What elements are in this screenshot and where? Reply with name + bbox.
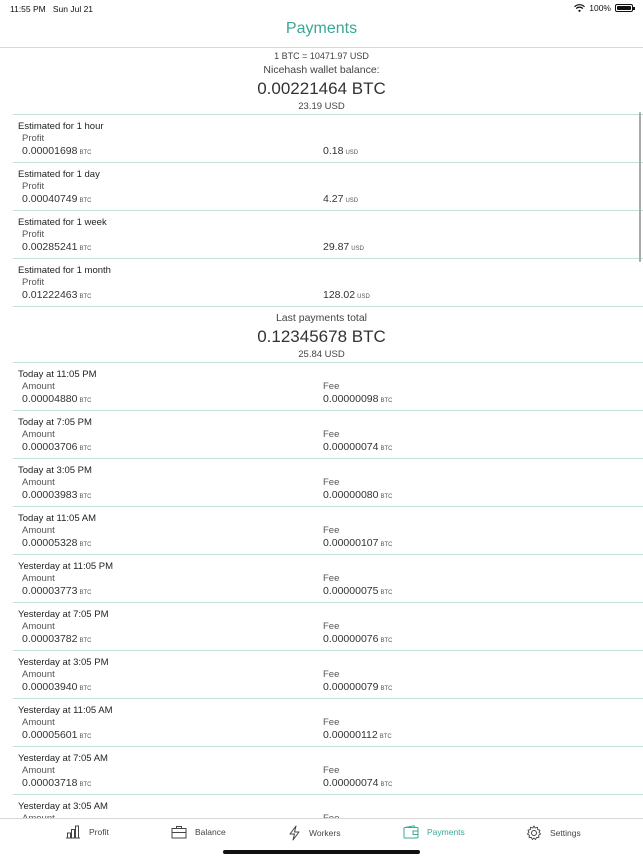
payment-fee: 0.00000074 bbox=[323, 441, 379, 453]
estimates-list bbox=[0, 114, 643, 306]
wallet-balance-label: Nicehash wallet balance: bbox=[263, 64, 380, 76]
payment-amount-value bbox=[22, 585, 91, 597]
estimate-usd-value bbox=[323, 241, 364, 253]
wifi-icon bbox=[574, 4, 585, 12]
estimate-row[interactable] bbox=[0, 211, 643, 258]
payment-amount-label: Amount bbox=[22, 381, 55, 392]
payment-row[interactable] bbox=[0, 555, 643, 602]
payment-amount-value bbox=[22, 729, 91, 741]
payment-fee: 0.00000107 bbox=[323, 537, 379, 549]
payment-time: Yesterday at 11:05 PM bbox=[18, 561, 114, 572]
payment-time: Yesterday at 7:05 PM bbox=[18, 609, 109, 620]
btc-unit: BTC bbox=[380, 686, 393, 692]
payment-row[interactable] bbox=[0, 747, 643, 794]
btc-unit: BTC bbox=[79, 542, 92, 548]
payment-row[interactable] bbox=[0, 411, 643, 458]
gear-icon bbox=[526, 825, 542, 841]
payments-list bbox=[0, 362, 643, 842]
tab-balance[interactable] bbox=[171, 825, 226, 839]
payment-fee: 0.00000080 bbox=[323, 489, 379, 501]
payment-fee-label: Fee bbox=[323, 381, 340, 392]
estimate-btc-value bbox=[22, 241, 91, 253]
payment-amount-label: Amount bbox=[22, 765, 55, 776]
btc-unit: BTC bbox=[79, 590, 92, 596]
payment-row[interactable] bbox=[0, 651, 643, 698]
payment-amount: 0.00003706 bbox=[22, 441, 78, 453]
payment-time: Today at 11:05 AM bbox=[18, 513, 96, 524]
btc-unit: BTC bbox=[380, 446, 393, 452]
estimate-btc-amount: 0.00040749 bbox=[22, 193, 78, 205]
estimate-usd-value bbox=[323, 193, 358, 205]
payment-row[interactable] bbox=[0, 507, 643, 554]
btc-unit: BTC bbox=[79, 294, 92, 300]
payment-amount-value bbox=[22, 537, 91, 549]
estimate-title: Estimated for 1 hour bbox=[18, 121, 104, 132]
usd-unit: USD bbox=[345, 198, 359, 204]
estimate-row[interactable] bbox=[0, 115, 643, 162]
payment-time: Today at 3:05 PM bbox=[18, 465, 92, 476]
status-time-date bbox=[10, 4, 93, 14]
btc-unit: BTC bbox=[79, 686, 92, 692]
payment-fee: 0.00000098 bbox=[323, 393, 379, 405]
estimate-profit-label: Profit bbox=[22, 133, 45, 144]
estimate-usd-amount: 128.02 bbox=[323, 289, 356, 301]
wallet-balance-btc: 0.00221464 BTC bbox=[257, 79, 386, 98]
payment-amount-value bbox=[22, 393, 91, 405]
btc-unit: BTC bbox=[79, 246, 92, 252]
payment-time: Yesterday at 3:05 AM bbox=[18, 801, 108, 812]
payment-amount-label: Amount bbox=[22, 717, 55, 728]
status-date: Sun Jul 21 bbox=[52, 4, 94, 14]
payment-amount-label: Amount bbox=[22, 621, 55, 632]
payment-fee-label: Fee bbox=[323, 477, 340, 488]
btc-unit: BTC bbox=[380, 542, 393, 548]
estimate-usd-value bbox=[323, 289, 370, 301]
estimate-btc-amount: 0.00285241 bbox=[22, 241, 78, 253]
payment-time: Yesterday at 3:05 PM bbox=[18, 657, 109, 668]
payment-fee-value bbox=[323, 585, 392, 597]
estimate-row[interactable] bbox=[0, 259, 643, 306]
tab-workers[interactable] bbox=[288, 825, 341, 841]
payment-amount: 0.00005601 bbox=[22, 729, 78, 741]
payment-row[interactable] bbox=[0, 363, 643, 410]
btc-unit: BTC bbox=[79, 446, 92, 452]
payment-amount: 0.00005328 bbox=[22, 537, 78, 549]
tab-balance-label: Balance bbox=[195, 827, 226, 837]
payment-fee-value bbox=[323, 393, 392, 405]
payment-fee: 0.00000112 bbox=[323, 729, 378, 741]
estimate-title: Estimated for 1 week bbox=[18, 217, 107, 228]
payment-time: Yesterday at 7:05 AM bbox=[18, 753, 108, 764]
home-indicator[interactable] bbox=[223, 850, 420, 854]
battery-percent: 100% bbox=[589, 3, 611, 13]
estimate-usd-amount: 4.27 bbox=[323, 193, 344, 205]
payment-fee-value bbox=[323, 537, 392, 549]
payment-fee-label: Fee bbox=[323, 573, 340, 584]
payment-fee-label: Fee bbox=[323, 765, 340, 776]
estimate-title: Estimated for 1 month bbox=[18, 265, 111, 276]
payment-amount: 0.00003782 bbox=[22, 633, 78, 645]
estimate-profit-label: Profit bbox=[22, 181, 45, 192]
tab-payments[interactable] bbox=[403, 825, 465, 839]
payment-row[interactable] bbox=[0, 699, 643, 746]
btc-unit: BTC bbox=[79, 638, 92, 644]
estimate-btc-amount: 0.00001698 bbox=[22, 145, 78, 157]
payments-total-label: Last payments total bbox=[275, 312, 368, 324]
payment-fee-value bbox=[323, 729, 392, 741]
payment-amount-label: Amount bbox=[22, 573, 55, 584]
estimate-row[interactable] bbox=[0, 163, 643, 210]
btc-unit: BTC bbox=[380, 590, 393, 596]
payment-time: Yesterday at 11:05 AM bbox=[18, 705, 113, 716]
estimate-usd-value bbox=[323, 145, 358, 157]
payment-row[interactable] bbox=[0, 459, 643, 506]
payments-total-btc: 0.12345678 BTC bbox=[257, 327, 386, 346]
estimate-btc-value bbox=[22, 145, 91, 157]
battery-icon bbox=[615, 4, 633, 12]
payment-amount-label: Amount bbox=[22, 429, 55, 440]
estimate-btc-value bbox=[22, 193, 91, 205]
tab-profit[interactable] bbox=[65, 825, 109, 839]
payment-amount: 0.00003718 bbox=[22, 777, 78, 789]
tab-settings[interactable] bbox=[526, 825, 581, 841]
payment-fee-label: Fee bbox=[323, 525, 340, 536]
estimate-usd-amount: 29.87 bbox=[323, 241, 350, 253]
estimate-profit-label: Profit bbox=[22, 277, 45, 288]
estimate-usd-amount: 0.18 bbox=[323, 145, 344, 157]
payment-amount-value bbox=[22, 777, 91, 789]
payment-fee-value bbox=[323, 441, 392, 453]
usd-unit: USD bbox=[351, 246, 364, 252]
btc-unit: BTC bbox=[79, 198, 92, 204]
payment-fee: 0.00000076 bbox=[323, 633, 379, 645]
payment-fee-value bbox=[323, 777, 392, 789]
payment-amount-label: Amount bbox=[22, 669, 55, 680]
btc-unit: BTC bbox=[380, 494, 393, 500]
btc-unit: BTC bbox=[380, 638, 393, 644]
page-title: Payments bbox=[285, 20, 358, 37]
payment-amount-value bbox=[22, 633, 91, 645]
wallet-balance-usd: 23.19 USD bbox=[298, 101, 345, 112]
payment-fee: 0.00000079 bbox=[323, 681, 379, 693]
btc-unit: BTC bbox=[79, 782, 92, 788]
payment-amount-value bbox=[22, 681, 91, 693]
btc-unit: BTC bbox=[379, 734, 392, 740]
payment-fee-label: Fee bbox=[323, 717, 340, 728]
payment-fee-value bbox=[323, 681, 392, 693]
payment-fee-value bbox=[323, 489, 392, 501]
payment-row[interactable] bbox=[0, 603, 643, 650]
btc-unit: BTC bbox=[79, 398, 92, 404]
estimate-profit-label: Profit bbox=[22, 229, 45, 240]
payment-fee-label: Fee bbox=[323, 669, 340, 680]
payment-fee: 0.00000075 bbox=[323, 585, 379, 597]
scrollbar[interactable] bbox=[639, 112, 642, 262]
tab-workers-label: Workers bbox=[309, 828, 341, 838]
btc-unit: BTC bbox=[380, 782, 393, 788]
payment-amount-value bbox=[22, 441, 91, 453]
tab-payments-label: Payments bbox=[427, 827, 465, 837]
payment-fee-value bbox=[323, 633, 392, 645]
status-bar bbox=[0, 0, 643, 16]
payment-amount-label: Amount bbox=[22, 477, 55, 488]
payments-scroll-view[interactable] bbox=[0, 48, 643, 818]
usd-unit: USD bbox=[357, 294, 370, 300]
briefcase-icon bbox=[171, 825, 187, 839]
status-indicators bbox=[574, 3, 633, 13]
bar-chart-icon bbox=[65, 825, 81, 839]
payment-time: Today at 11:05 PM bbox=[18, 369, 97, 380]
btc-unit: BTC bbox=[79, 150, 92, 156]
payment-amount: 0.00003773 bbox=[22, 585, 78, 597]
status-time: 11:55 PM bbox=[10, 4, 46, 14]
payment-fee: 0.00000074 bbox=[323, 777, 379, 789]
estimate-title: Estimated for 1 day bbox=[18, 169, 100, 180]
btc-unit: BTC bbox=[79, 734, 92, 740]
payment-amount: 0.00003983 bbox=[22, 489, 78, 501]
wallet-icon bbox=[403, 825, 419, 839]
payments-total-block bbox=[0, 307, 643, 362]
estimate-btc-amount: 0.01222463 bbox=[22, 289, 78, 301]
btc-unit: BTC bbox=[380, 398, 393, 404]
tab-settings-label: Settings bbox=[550, 828, 581, 838]
payment-amount: 0.00003940 bbox=[22, 681, 78, 693]
payment-time: Today at 7:05 PM bbox=[18, 417, 92, 428]
usd-unit: USD bbox=[345, 150, 359, 156]
payment-amount: 0.00004880 bbox=[22, 393, 78, 405]
payment-amount-value bbox=[22, 489, 91, 501]
btc-rate: 1 BTC = 10471.97 USD bbox=[274, 51, 369, 61]
estimate-btc-value bbox=[22, 289, 91, 301]
lightning-icon bbox=[288, 825, 301, 841]
payments-total-usd: 25.84 USD bbox=[298, 349, 345, 360]
btc-unit: BTC bbox=[79, 494, 92, 500]
payment-amount-label: Amount bbox=[22, 525, 55, 536]
payment-fee-label: Fee bbox=[323, 429, 340, 440]
payment-fee-label: Fee bbox=[323, 621, 340, 632]
tab-profit-label: Profit bbox=[89, 827, 109, 837]
